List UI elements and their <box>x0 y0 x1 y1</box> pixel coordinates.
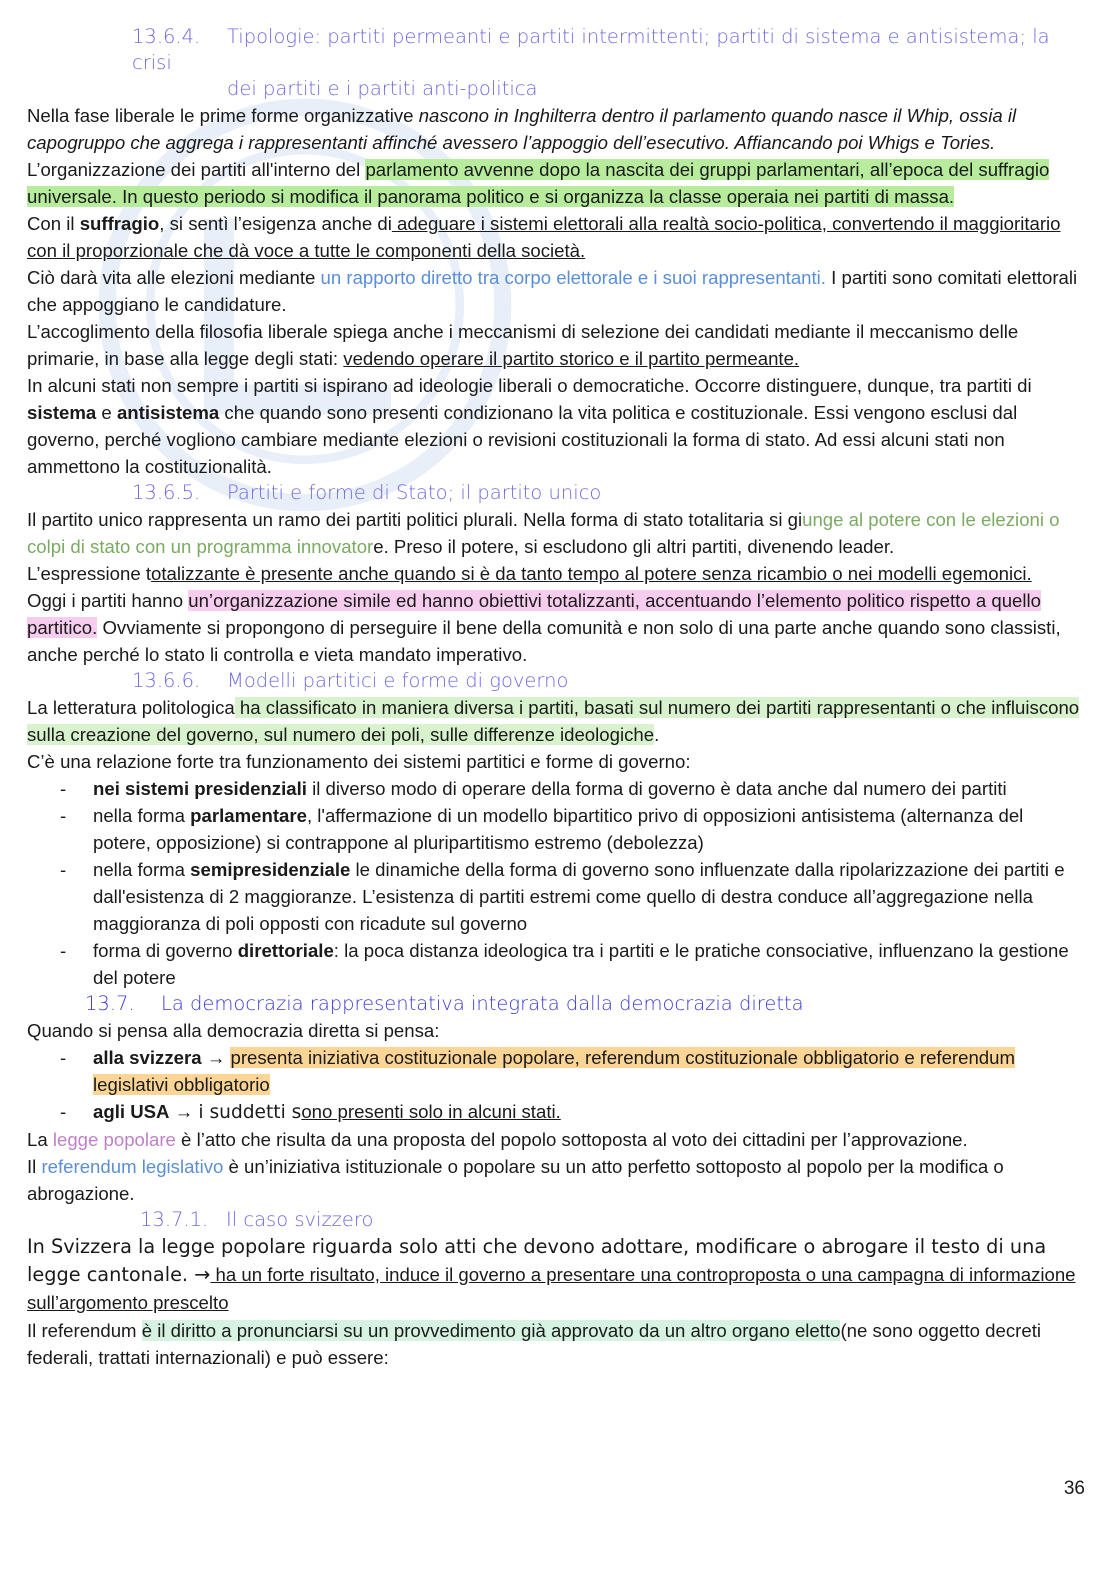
list-item: - alla svizzera → presenta iniziativa costituzionale popolare, referendum costituzionale obbligatorio e referendum legislativi obbligatorio <box>27 1044 1085 1098</box>
section-title: Il caso svizzero <box>226 1208 374 1231</box>
paragraph: Il partito unico rappresenta un ramo dei partiti politici plurali. Nella forma di stato totalitaria si giunge al potere con le elezioni o colpi di stato con un programma innovatore. Preso il potere, si escludono gli altri partiti, divenendo leader. <box>27 509 1060 557</box>
paragraph: C’è una relazione forte tra funzionamento dei sistemi partitici e forme di governo: <box>27 751 691 772</box>
section-heading-13-7 <box>85 991 1085 1017</box>
section-number: 13.6.6. <box>132 669 201 692</box>
section-heading-13-6-4 <box>132 24 1085 102</box>
list-item: - nei sistemi presidenziali il diverso modo di operare della forma di governo è data anche dal numero dei partiti <box>27 775 1085 802</box>
paragraph: L’accoglimento della filosofia liberale spiega anche i meccanismi di selezione dei candidati mediante il meccanismo delle primarie, in base alla legge degli stati: vedendo operare il partito storico e il partito permeante. <box>27 321 1019 369</box>
list-item: - nella forma parlamentare, l'affermazione di un modello bipartitico privo di opposizioni antisistema (alternanza del potere, opposizione) si contrappone al pluripartitismo estremo (debolezza) <box>27 802 1085 856</box>
paragraph: Con il suffragio, si sentì l’esigenza anche di adeguare i sistemi elettorali alla realtà socio-politica, convertendo il maggioritario con il proporzionale che dà voce a tutte le componenti della società. <box>27 213 1061 261</box>
paragraph: In alcuni stati non sempre i partiti si ispirano ad ideologie liberali o democratiche. Occorre distinguere, dunque, tra partiti di sistema e antisistema che quando sono presenti condizionano la vita politica e costituzionale. Essi vengono esclusi dal governo, perché vogliono cambiare mediante elezioni o revisioni costituzionali la forma di stato. Ad essi alcuni stati non ammettono la costituzionalità. <box>27 375 1032 477</box>
paragraph: La legge popolare è l’atto che risulta da una proposta del popolo sottoposta al voto dei cittadini per l’approvazione. <box>27 1129 968 1150</box>
paragraph: Il referendum è il diritto a pronunciarsi su un provvedimento già approvato da un altro organo eletto(ne sono oggetto decreti federali, trattati internazionali) e può essere: <box>27 1320 1041 1368</box>
section-number: 13.6.5. <box>132 481 201 504</box>
page-number: 36 <box>1063 1478 1085 1499</box>
section-number: 13.6.4. <box>132 25 201 48</box>
section-title: Modelli partitici e forme di governo <box>227 669 569 692</box>
section-title: Partiti e forme di Stato; il partito unico <box>227 481 602 504</box>
section-heading-13-6-6 <box>132 668 1085 694</box>
section-title: La democrazia rappresentativa integrata dalla democrazia diretta <box>161 992 804 1015</box>
section-heading-13-6-5 <box>132 480 1085 506</box>
paragraph: Nella fase liberale le prime forme organizzative nascono in Inghilterra dentro il parlamento quando nasce il Whip, ossia il capogruppo che aggrega i rappresentanti affinché avessero l’appoggio dell’esecutivo. Affiancando poi Whigs e Tories. <box>27 105 1017 153</box>
list-item: - forma di governo direttoriale: la poca distanza ideologica tra i partiti e le pratiche consociative, influenzano la gestione del potere <box>27 937 1085 991</box>
section-title: Tipologie: partiti permeanti e partiti intermittenti; partiti di sistema e antisistema; la crisi <box>132 25 1050 74</box>
list-item: - nella forma semipresidenziale le dinamiche della forma di governo sono influenzate dalla ripolarizzazione dei partiti e dall'esistenza di 2 maggioranze. L’esistenza di partiti estremi come quello di destra conduce all’aggregazione nella maggioranza di poli opposti con ricadute sul governo <box>27 856 1085 937</box>
paragraph: L’espressione totalizzante è presente anche quando si è da tanto tempo al potere senza ricambio o nei modelli egemonici. <box>27 563 1032 584</box>
paragraph: La letteratura politologica ha classificato in maniera diversa i partiti, basati sul numero dei partiti rappresentanti o che influiscono sulla creazione del governo, sul numero dei poli, sulle differenze ideologiche. <box>27 697 1080 745</box>
paragraph: In Svizzera la legge popolare riguarda solo atti che devono adottare, modificare o abrogare il testo di una legge cantonale. → ha un forte risultato, induce il governo a presentare una controproposta o una campagna di informazione sull’argomento prescelto <box>27 1235 1076 1313</box>
governance-list <box>27 775 1085 991</box>
section-title-cont: dei partiti e i partiti anti-politica <box>227 77 538 100</box>
paragraph: Quando si pensa alla democrazia diretta si pensa: <box>27 1020 440 1041</box>
document-page <box>27 24 1085 1371</box>
paragraph: Oggi i partiti hanno un’organizzazione simile ed hanno obiettivi totalizzanti, accentuando l’elemento politico rispetto a quello partitico. Ovviamente si propongono di perseguire il bene della comunità e non solo di una parte anche quando sono classisti, anche perché lo stato li controlla e vieta mandato imperativo. <box>27 590 1061 665</box>
paragraph: Ciò darà vita alle elezioni mediante un rapporto diretto tra corpo elettorale e i suoi rappresentanti. I partiti sono comitati elettorali che appoggiano le candidature. <box>27 267 1078 315</box>
paragraph: L’organizzazione dei partiti all'interno del parlamento avvenne dopo la nascita dei gruppi parlamentari, all’epoca del suffragio universale. In questo periodo si modifica il panorama politico e si organizza la classe operaia nei partiti di massa. <box>27 159 1050 207</box>
section-number: 13.7. <box>85 992 135 1015</box>
direct-democracy-list <box>27 1044 1085 1126</box>
section-heading-13-7-1 <box>140 1207 1085 1233</box>
list-item: - agli USA → i suddetti sono presenti solo in alcuni stati. <box>27 1098 1085 1126</box>
paragraph: Il referendum legislativo è un’iniziativa istituzionale o popolare su un atto perfetto sottoposto al popolo per la modifica o abrogazione. <box>27 1156 1004 1204</box>
section-number: 13.7.1. <box>140 1208 209 1231</box>
